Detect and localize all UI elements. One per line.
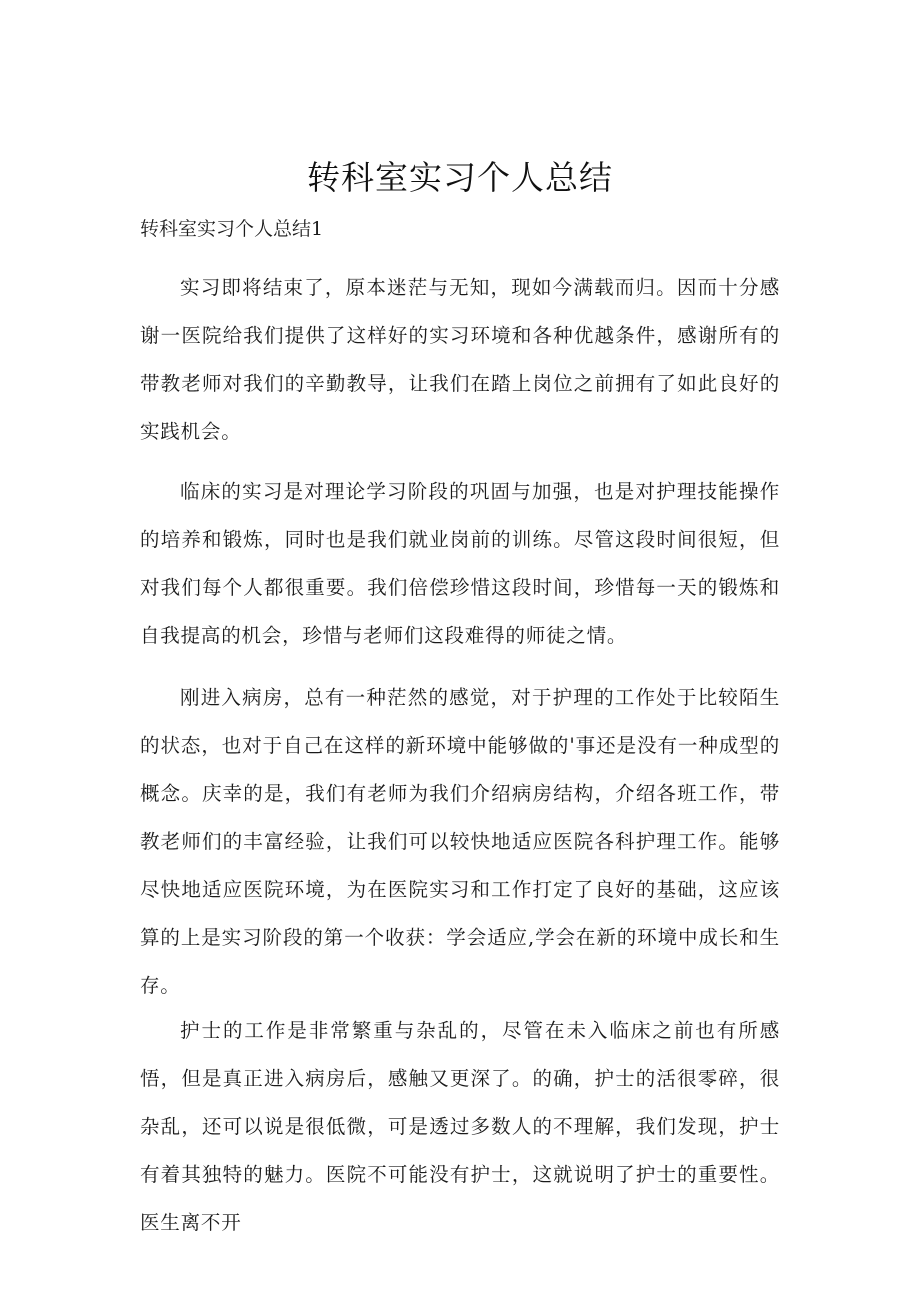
paragraph-3: 刚进入病房，总有一种茫然的感觉，对于护理的工作处于比较陌生的状态，也对于自己在这样的新环境中能够做的'事还是没有一种成型的概念。庆幸的是，我们有老师为我们介绍病房结构，介绍各班工作，带教老师们的丰富经验，让我们可以较快地适应医院各科护理工作。能够尽快地适应医院环境，为在医院实习和工作打定了良好的基础，这应该算的上是实习阶段的第一个收获：学会适应,学会在新的环境中成长和生存。 [140,686,780,997]
document-title: 转科室实习个人总结 [307,158,613,197]
paragraph-4: 护士的工作是非常繁重与杂乱的，尽管在未入临床之前也有所感悟，但是真正进入病房后，感触又更深了。的确，护士的活很零碎，很杂乱，还可以说是很低微，可是透过多数人的不理解，我们发现，护士有着其独特的魅力。医院不可能没有护士，这就说明了护士的重要性。医生离不开 [140,1019,780,1234]
section-heading: 转科室实习个人总结1 [140,218,324,240]
paragraph-2: 临床的实习是对理论学习阶段的巩固与加强，也是对护理技能操作的培养和锻炼，同时也是我们就业岗前的训练。尽管这段时间很短，但对我们每个人都很重要。我们倍偿珍惜这段时间，珍惜每一天的锻炼和自我提高的机会，珍惜与老师们这段难得的师徒之情。 [140,480,780,647]
paragraph-1: 实习即将结束了，原本迷茫与无知，现如今满载而归。因而十分感谢一医院给我们提供了这样好的实习环境和各种优越条件，感谢所有的带教老师对我们的辛勤教导，让我们在踏上岗位之前拥有了如此良好的实践机会。 [140,276,780,443]
